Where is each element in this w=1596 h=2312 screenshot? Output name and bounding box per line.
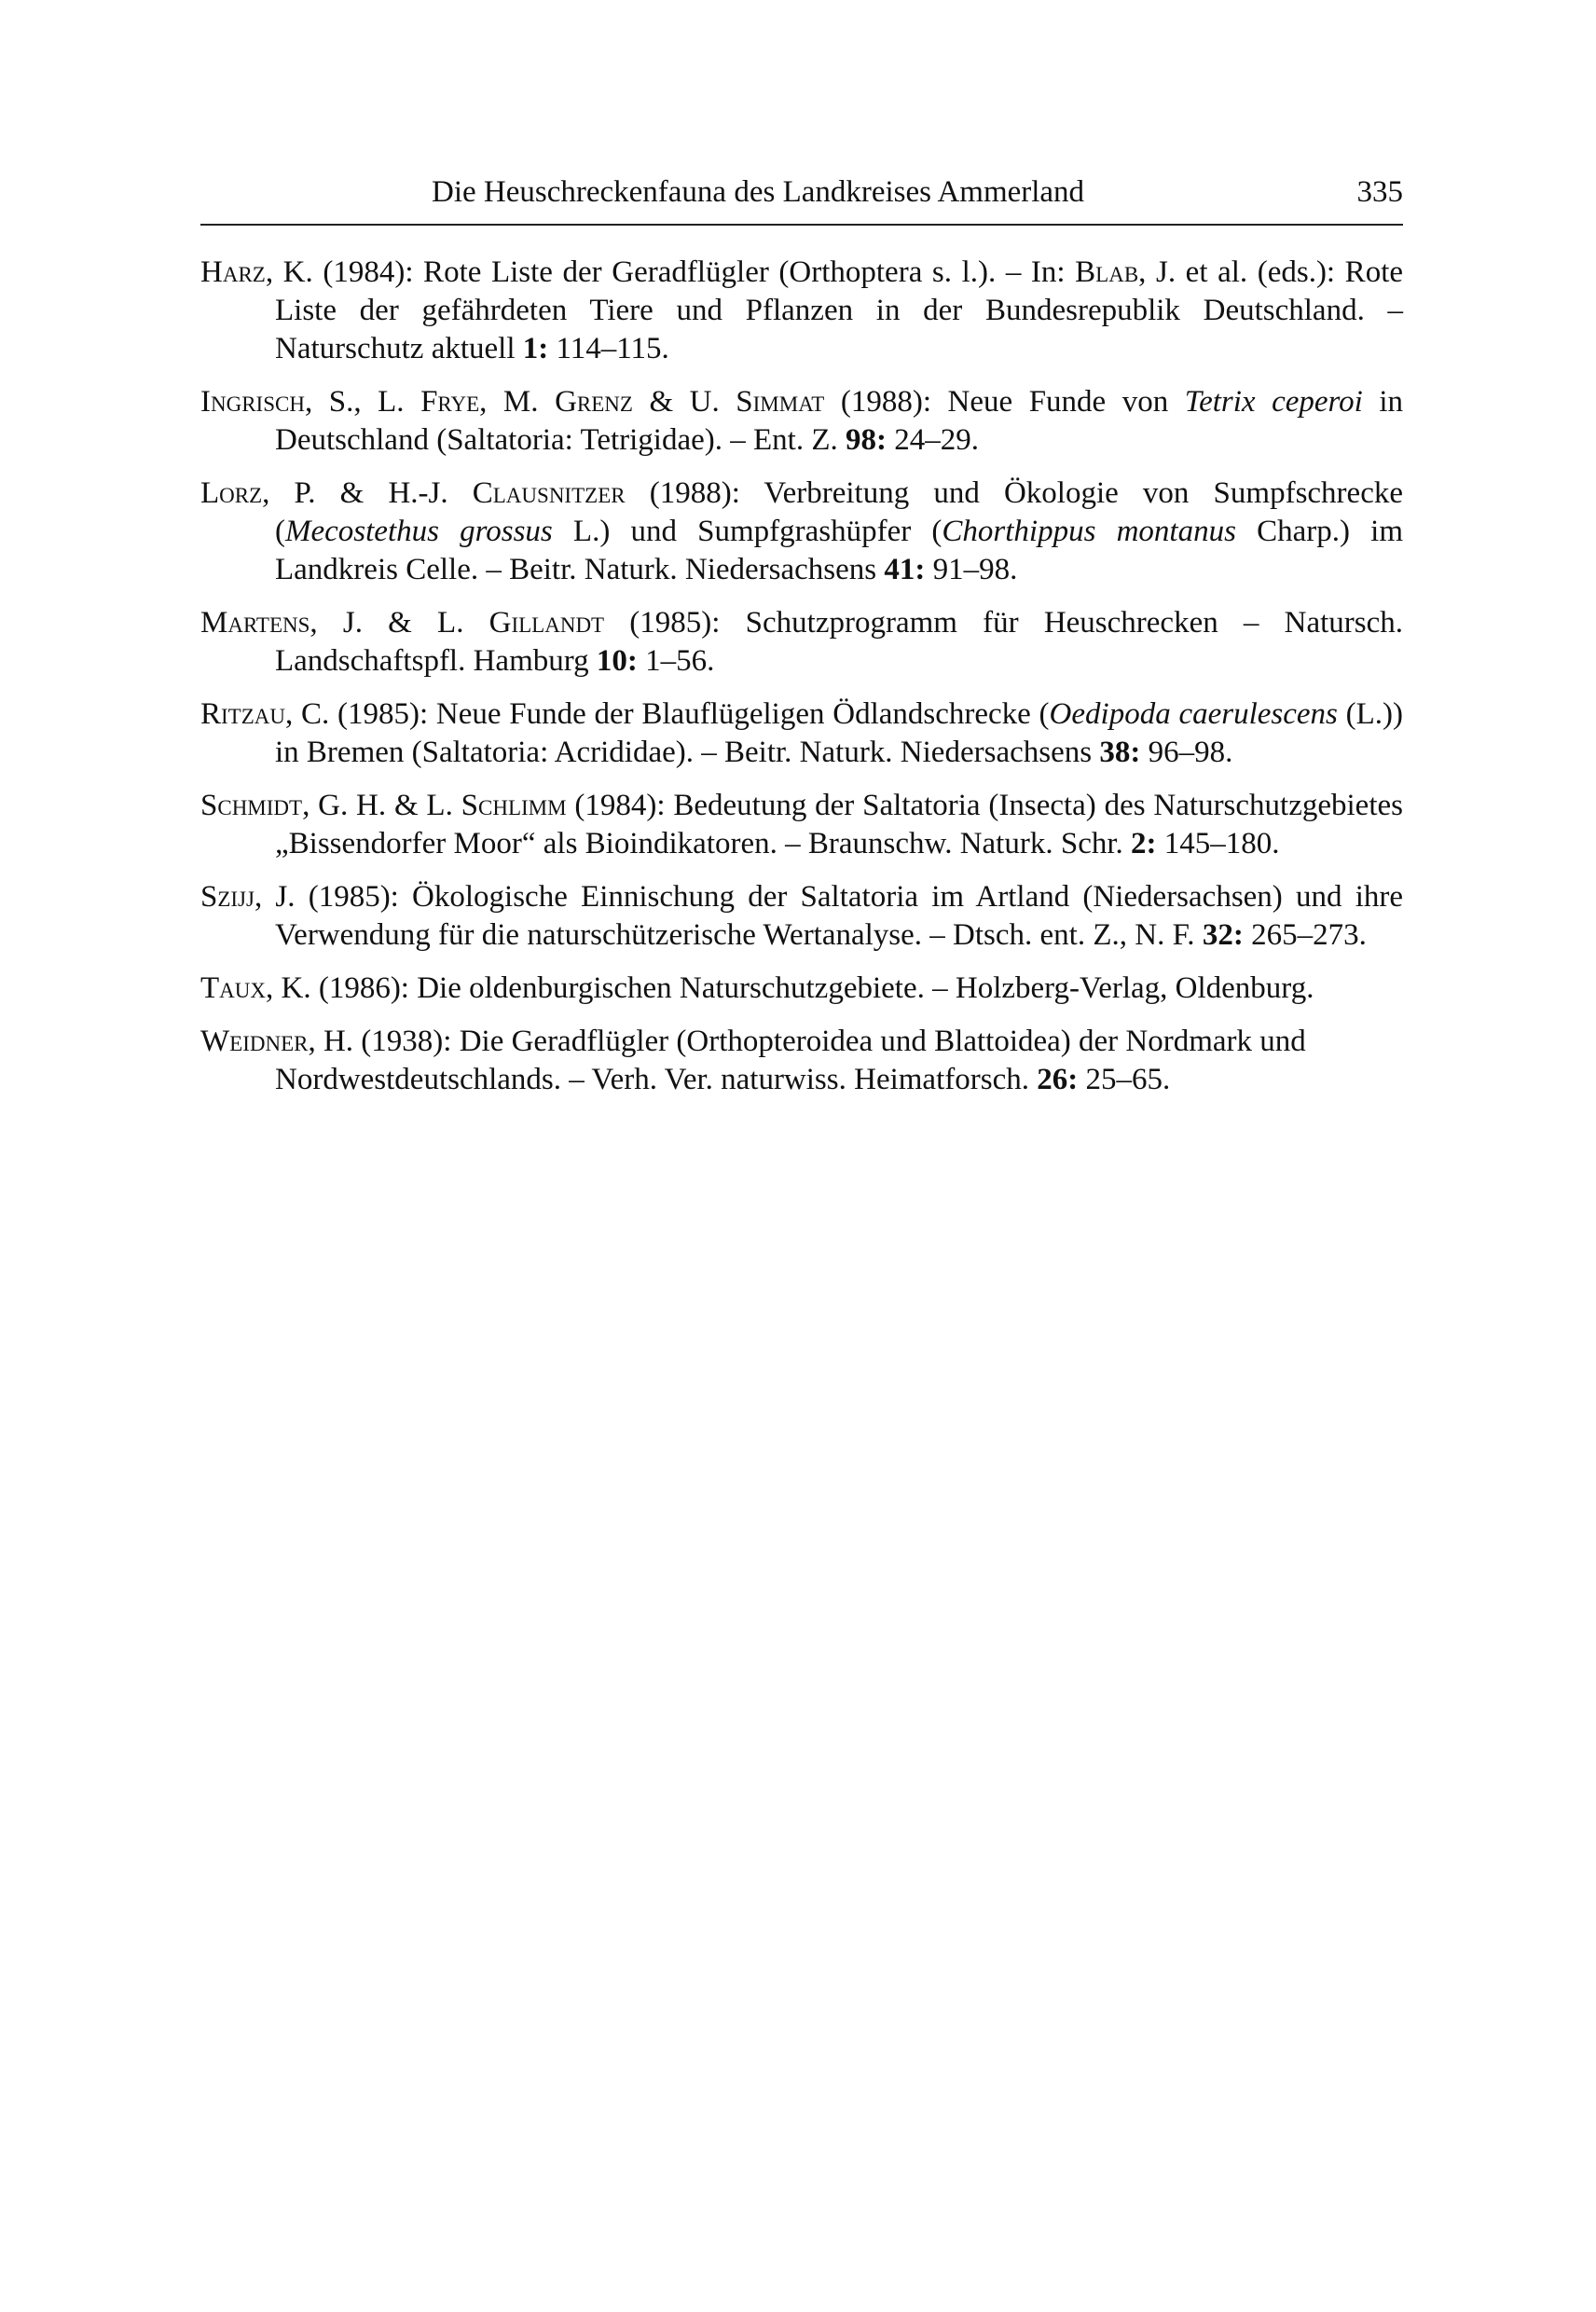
author-name: Blab: [1075, 255, 1139, 289]
reference-text: (1984): Bedeutung der Saltatoria (Insecta) des Naturschutzgebietes „Bissendorfer Moor“ als Bioindikatoren. – Braunschw. Naturk. Schr.: [275, 789, 1403, 860]
reference-entry-ritzau: [200, 695, 1403, 772]
volume-number: 1:: [522, 332, 549, 365]
author-name: Schmidt: [200, 789, 303, 822]
author-name: Clausnitzer: [472, 476, 626, 510]
reference-text: , P. & H.-J.: [262, 476, 473, 510]
reference-text: , J. et al. (eds.): Rote Liste der gefährdeten Tiere und Pflanzen in der Bundesrepublik Deutschland. – Naturschutz aktuell: [275, 255, 1404, 365]
reference-text: 25–65.: [1078, 1063, 1171, 1096]
reference-text: L.) und Sumpfgrashüpfer (: [552, 515, 942, 548]
author-name: Simmat: [736, 385, 825, 419]
author-name: Grenz: [555, 385, 633, 419]
volume-number: 32:: [1202, 918, 1244, 952]
author-name: Taux: [200, 971, 266, 1005]
reference-entry-lorz: [200, 475, 1403, 589]
reference-text: Charp.) im Landkreis Celle. – Beitr. Naturk. Niedersachsens: [275, 515, 1403, 586]
volume-number: 26:: [1037, 1063, 1079, 1096]
reference-entry-harz: [200, 254, 1403, 368]
reference-text: in Deutschland (Saltatoria: Tetrigidae). – Ent. Z.: [275, 385, 1404, 457]
author-name: Harz: [200, 255, 266, 289]
author-name: Martens: [200, 606, 310, 640]
reference-text: 114–115.: [548, 332, 669, 365]
volume-number: 10:: [596, 644, 638, 678]
reference-text: , C. (1985): Neue Funde der Blauflügeligen Ödlandschrecke (: [285, 697, 1050, 731]
reference-text: (1985): Schutzprogramm für Heuschrecken – Natursch. Landschaftspfl. Hamburg: [275, 606, 1403, 678]
author-name: Lorz: [200, 476, 263, 510]
species-name: Tetrix ceperoi: [1184, 385, 1363, 419]
author-name: Schlimm: [461, 789, 567, 822]
author-name: Weidner: [200, 1025, 309, 1058]
reference-text: 1–56.: [637, 644, 715, 678]
reference-entry-weidner: [200, 1023, 1403, 1099]
reference-text: , J. & L.: [310, 606, 489, 640]
author-name: Ingrisch: [200, 385, 305, 419]
reference-text: 145–180.: [1156, 827, 1280, 860]
species-name: Mecostethus grossus: [285, 515, 553, 548]
author-name: Szijj: [200, 880, 255, 914]
reference-list: [200, 254, 1403, 1114]
reference-text: (1988): Neue Funde von: [824, 385, 1185, 419]
reference-text: , M.: [479, 385, 556, 419]
volume-number: 98:: [845, 423, 887, 457]
running-head: [200, 168, 1403, 216]
reference-text: , J. (1985): Ökologische Einnischung der Saltatoria im Artland (Niedersachsen) und ihre Verwendung für die naturschützerische Wertanalyse. – Dtsch. ent. Z., N. F.: [254, 880, 1403, 952]
author-name: Ritzau: [200, 697, 285, 731]
species-name: Chorthippus montanus: [942, 515, 1236, 548]
volume-number: 2:: [1131, 827, 1157, 860]
reference-text: 96–98.: [1140, 736, 1233, 769]
reference-entry-ingrisch: [200, 383, 1403, 460]
author-name: Gillandt: [488, 606, 605, 640]
reference-text: , S., L.: [304, 385, 421, 419]
reference-text: (L.)) in Bremen (Saltatoria: Acrididae). – Beitr. Naturk. Niedersachsens: [275, 697, 1403, 769]
reference-text: 91–98.: [925, 553, 1018, 586]
reference-text: , G. H. & L.: [302, 789, 461, 822]
reference-entry-martens: [200, 604, 1403, 681]
reference-text: 24–29.: [886, 423, 979, 457]
reference-text: 265–273.: [1243, 918, 1367, 952]
page-number: 335: [1356, 175, 1403, 209]
running-title: Die Heuschreckenfauna des Landkreises Ammerland: [432, 175, 1085, 209]
reference-text: (1988): Verbreitung und Ökologie von Sumpfschrecke (: [275, 476, 1403, 548]
species-name: Oedipoda caerulescens: [1049, 697, 1338, 731]
reference-entry-szijj: [200, 878, 1403, 955]
volume-number: 41:: [884, 553, 926, 586]
reference-text: & U.: [632, 385, 736, 419]
reference-text: , K. (1986): Die oldenburgischen Naturschutzgebiete. – Holzberg-Verlag, Oldenburg.: [266, 971, 1314, 1005]
reference-text: , K. (1984): Rote Liste der Geradflügler (Orthoptera s. l.). – In:: [265, 255, 1076, 289]
volume-number: 38:: [1099, 736, 1141, 769]
reference-entry-taux: [200, 970, 1403, 1008]
reference-entry-schmidt: [200, 787, 1403, 863]
header-rule: [200, 224, 1403, 226]
reference-text: , H. (1938): Die Geradflügler (Orthopteroidea und Blattoidea) der Nordmark und Nordwestdeutschlands. – Verh. Ver. naturwiss. Heimatforsch.: [275, 1025, 1306, 1096]
author-name: Frye: [420, 385, 480, 419]
